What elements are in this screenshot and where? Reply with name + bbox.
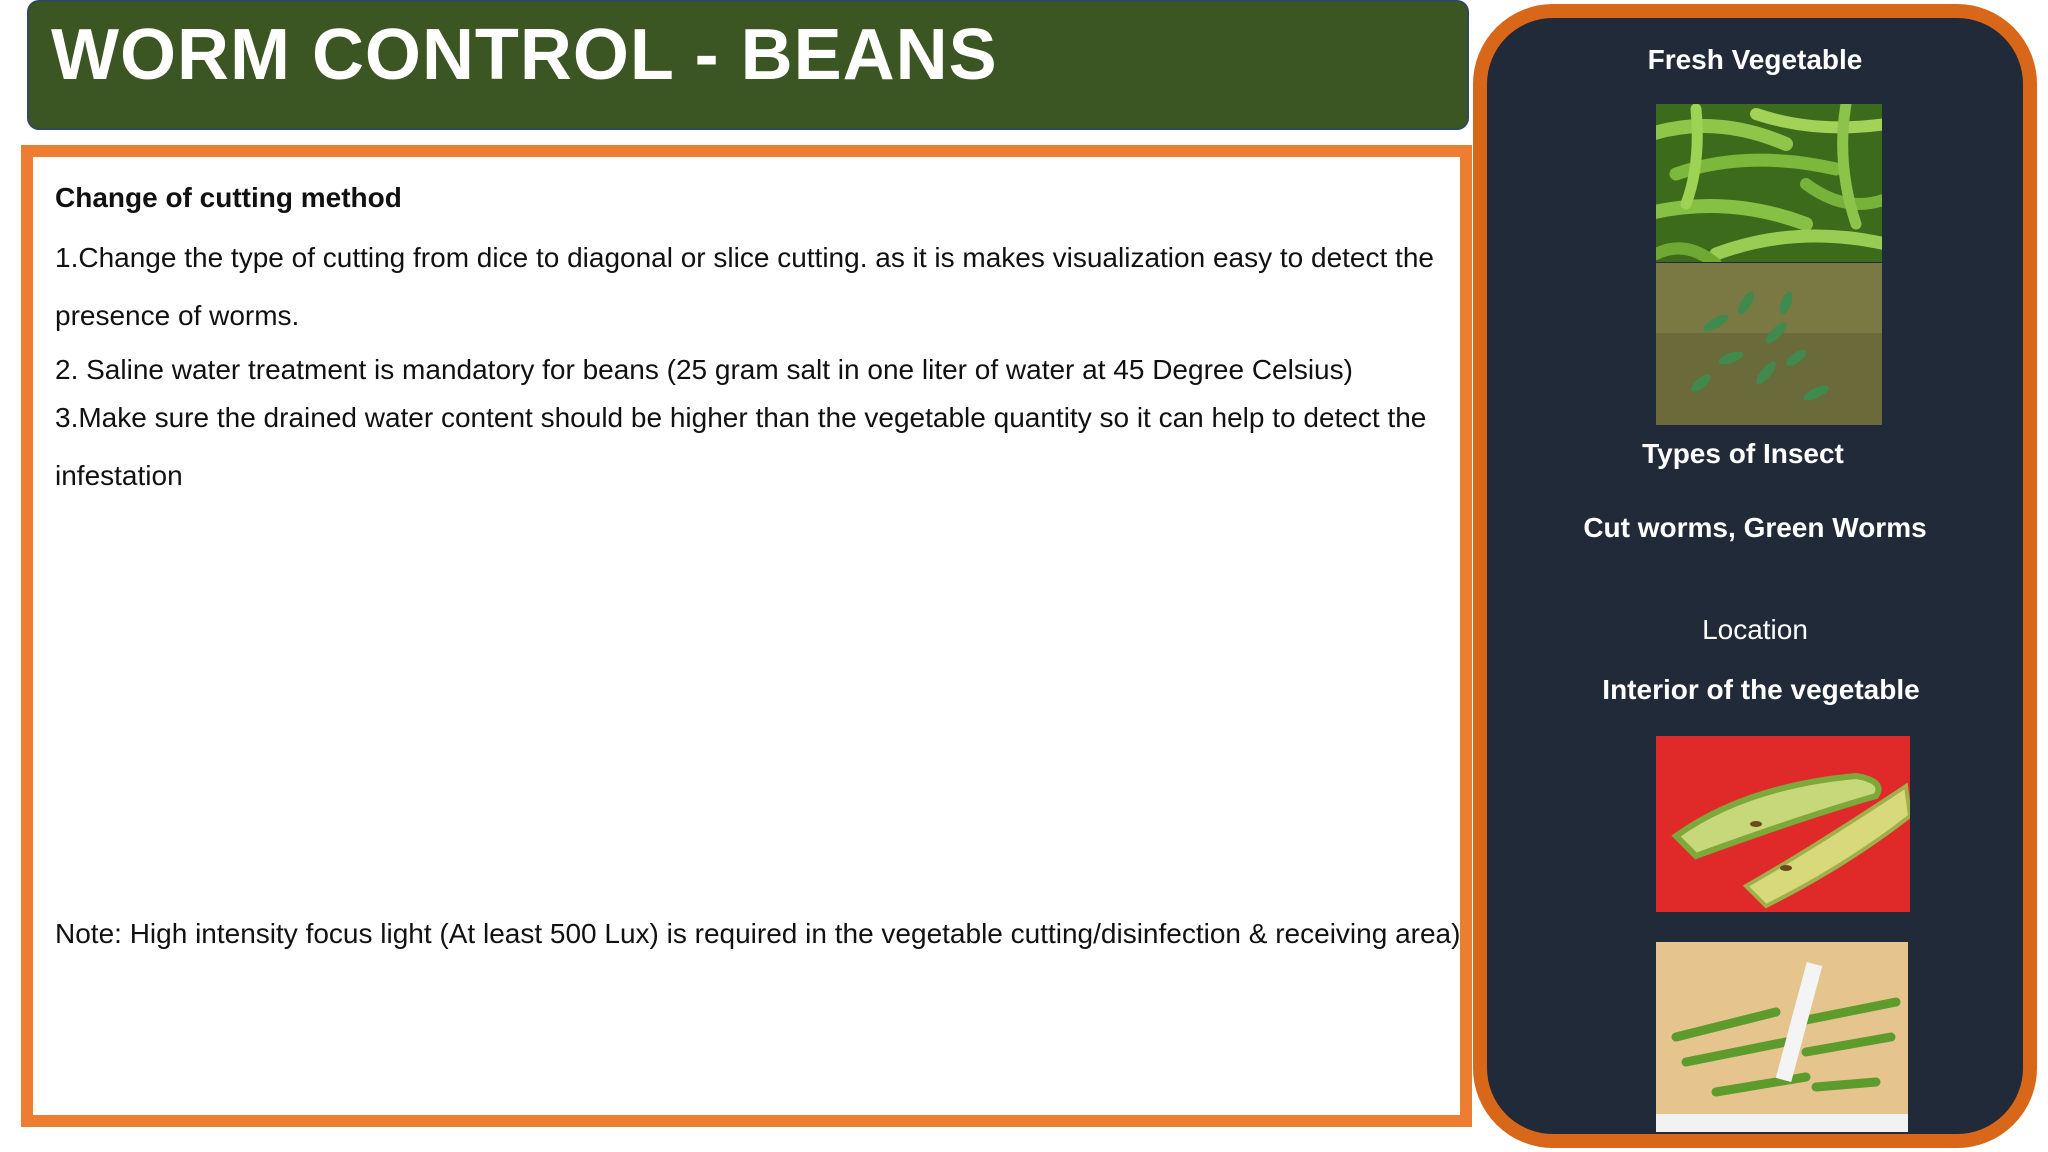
- page-title: WORM CONTROL - BEANS: [51, 15, 998, 95]
- location-value: Interior of the vegetable: [1602, 674, 1920, 705]
- step-2: 2. Saline water treatment is mandatory for beans (25 gram salt in one liter of water at 45 Degree Celsius): [55, 354, 1353, 385]
- location-label: Location: [1702, 614, 1808, 645]
- step-3: 3.Make sure the drained water content should be higher than the vegetable quantity so it can help to detect the infestation: [55, 402, 1427, 491]
- fresh-vegetable-label: Fresh Vegetable: [1647, 44, 1863, 75]
- types-of-insect-label: Types of Insect: [1642, 438, 1844, 469]
- content-text: [55, 179, 1465, 505]
- title-banner: [27, 0, 1469, 130]
- step-1: 1.Change the type of cutting from dice to diagonal or slice cutting. as it is makes visualization easy to detect the presence of worms.: [55, 242, 1434, 331]
- fresh-beans-image: [1656, 104, 1882, 262]
- bean-cutting-image: [1656, 942, 1908, 1132]
- infested-bean-image: [1656, 736, 1910, 912]
- side-panel: [1473, 4, 2037, 1148]
- beans-in-water-image: [1656, 263, 1882, 425]
- section-heading: Change of cutting method: [55, 182, 402, 213]
- content-box: [21, 145, 1472, 1127]
- note-text: Note: High intensity focus light (At least 500 Lux) is required in the vegetable cutting/disinfection & receiving area): [55, 918, 1461, 949]
- insect-types-value: Cut worms, Green Worms: [1583, 512, 1927, 543]
